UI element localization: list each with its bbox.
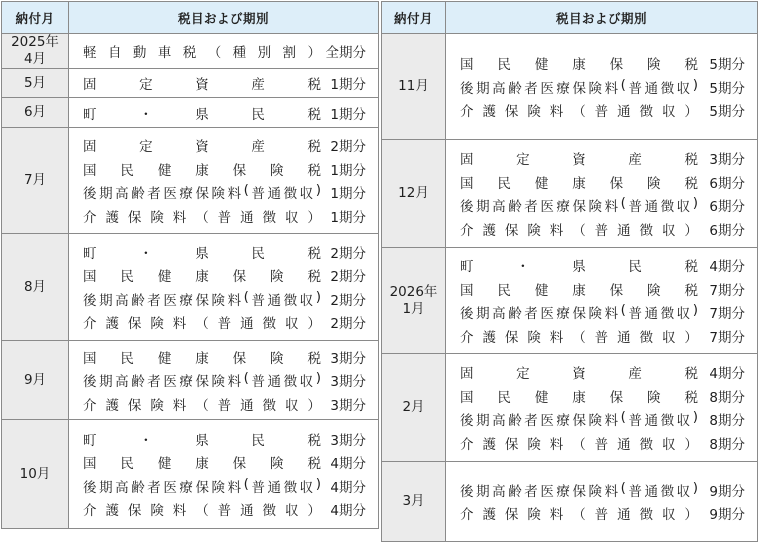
- tax-item: [83, 101, 366, 125]
- tax-name: 固 定 資 産 税: [460, 366, 698, 383]
- month-label: 2月: [402, 399, 425, 415]
- items-header: 税目および期別: [69, 2, 379, 34]
- tax-period: 全期分: [325, 45, 366, 61]
- month-cell: [2, 234, 69, 341]
- items-cell: [446, 462, 758, 542]
- tax-item: [460, 408, 745, 432]
- month-row: [2, 69, 379, 98]
- tax-period: 1期分: [330, 186, 366, 203]
- tax-period: 2期分: [330, 269, 366, 286]
- tax-name: 後 期 高 齢 者 医 療 保 険 料 ( 普 通 徴 収 ): [83, 182, 321, 203]
- items-cell: [69, 341, 379, 420]
- items-cell: [446, 248, 758, 354]
- tax-name: 町 ・ 県 民 税: [83, 245, 321, 262]
- tax-item: [460, 170, 745, 194]
- tax-name: 後 期 高 齢 者 医 療 保 険 料 ( 普 通 徴 収 ): [460, 195, 698, 216]
- tax-name: 介 護 保 険 料 （ 普 通 徴 収 ）: [460, 329, 698, 346]
- month-cell: [382, 34, 446, 140]
- tax-item: [83, 311, 366, 335]
- tax-item: [460, 361, 745, 385]
- tax-period: 7期分: [709, 306, 745, 323]
- tax-name: 介 護 保 険 料 （ 普 通 徴 収 ）: [460, 222, 698, 239]
- tax-name: 町 ・ 県 民 税: [83, 432, 321, 449]
- month-label: 10月: [19, 465, 51, 482]
- tax-item: [460, 431, 745, 455]
- month-label: 6月: [23, 104, 47, 120]
- tax-period: 2期分: [330, 139, 366, 156]
- tax-name: 国 民 健 康 保 険 税: [460, 389, 698, 406]
- tax-name: 軽 自 動 車 税 （ 種 別 割 ）: [83, 45, 321, 61]
- items-cell: [446, 34, 758, 140]
- month-label: 11月: [398, 78, 429, 94]
- month-cell: [2, 420, 69, 529]
- tax-item: [460, 98, 745, 122]
- tax-name: 国 民 健 康 保 険 税: [460, 175, 698, 192]
- schedule-table-left: [1, 1, 379, 529]
- tax-item: [460, 147, 745, 171]
- tax-item: [460, 217, 745, 241]
- tax-period: 3期分: [330, 397, 366, 414]
- tax-item: [83, 498, 366, 522]
- tax-period: 5期分: [709, 80, 745, 97]
- tax-item: [83, 157, 366, 181]
- month-label: 4月: [23, 51, 47, 67]
- tax-period: 3期分: [330, 350, 366, 367]
- tax-item: [83, 134, 366, 158]
- tax-item: [83, 287, 366, 311]
- tax-period: 5期分: [709, 104, 745, 120]
- month-cell: [2, 341, 69, 420]
- tax-item: [460, 75, 745, 99]
- tax-period: 8期分: [709, 389, 745, 406]
- header-row: [2, 2, 379, 34]
- month-row: [2, 420, 379, 529]
- tax-period: 1期分: [330, 106, 366, 123]
- tax-period: 2期分: [330, 245, 366, 262]
- month-label: 12月: [398, 185, 429, 201]
- month-row: [382, 248, 758, 354]
- month-row: [382, 34, 758, 140]
- tax-item: [460, 478, 745, 502]
- tax-period: 3期分: [330, 432, 366, 449]
- month-cell: [382, 140, 446, 248]
- tax-item: [460, 384, 745, 408]
- tax-name: 国 民 健 康 保 険 税: [460, 282, 698, 299]
- schedule-table-right: [381, 1, 758, 542]
- tax-item: [83, 392, 366, 416]
- tax-period: 6期分: [709, 175, 745, 192]
- tax-name: 国 民 健 康 保 険 税: [83, 456, 321, 473]
- tax-name: 国 民 健 康 保 険 税: [83, 269, 321, 286]
- tax-period: 4期分: [709, 259, 745, 276]
- items-cell: [69, 98, 379, 128]
- tax-item: [460, 194, 745, 218]
- month-header: 納付月: [2, 2, 69, 34]
- tax-item: [460, 301, 745, 325]
- tax-name: 国 民 健 康 保 険 税: [460, 57, 698, 73]
- month-label: 1月: [402, 300, 425, 317]
- tax-period: 5期分: [709, 57, 745, 73]
- month-row: [382, 354, 758, 462]
- tax-name: 後 期 高 齢 者 医 療 保 険 料 ( 普 通 徴 収 ): [460, 409, 698, 430]
- tax-period: 3期分: [330, 374, 366, 390]
- month-cell: [2, 98, 69, 128]
- tax-name: 固 定 資 産 税: [83, 139, 321, 156]
- month-cell: [382, 248, 446, 354]
- tax-item: [83, 39, 366, 63]
- tax-period: 9期分: [709, 483, 745, 500]
- tax-name: 固 定 資 産 税: [460, 152, 698, 169]
- tax-period: 2期分: [330, 292, 366, 309]
- tax-period: 1期分: [330, 162, 366, 179]
- tax-item: [83, 204, 366, 228]
- tax-period: 4期分: [709, 366, 745, 383]
- tax-name: 介 護 保 険 料 （ 普 通 徴 収 ）: [83, 316, 321, 333]
- tax-name: 国 民 健 康 保 険 税: [83, 162, 321, 179]
- tax-item: [83, 451, 366, 475]
- tax-name: 固 定 資 産 税: [83, 77, 321, 93]
- month-cell: [382, 354, 446, 462]
- month-label: 5月: [23, 74, 47, 91]
- month-row: [2, 128, 379, 234]
- month-cell: [2, 34, 69, 69]
- month-row: [2, 98, 379, 128]
- tax-name: 後 期 高 齢 者 医 療 保 険 料 ( 普 通 徴 収 ): [83, 475, 321, 496]
- tax-name: 町 ・ 県 民 税: [83, 106, 321, 123]
- items-cell: [69, 128, 379, 234]
- tax-name: 町 ・ 県 民 税: [460, 259, 698, 276]
- month-row: [382, 462, 758, 542]
- tax-period: 2期分: [330, 316, 366, 333]
- tax-name: 介 護 保 険 料 （ 普 通 徴 収 ）: [460, 436, 698, 453]
- tax-item: [460, 502, 745, 526]
- tax-item: [460, 324, 745, 348]
- tax-name: 後 期 高 齢 者 医 療 保 険 料 ( 普 通 徴 収 ): [460, 302, 698, 323]
- items-cell: [446, 354, 758, 462]
- tax-period: 1期分: [330, 209, 366, 226]
- month-cell: [2, 128, 69, 234]
- tax-period: 1期分: [330, 77, 366, 93]
- tax-name: 後 期 高 齢 者 医 療 保 険 料 ( 普 通 徴 収 ): [83, 370, 321, 390]
- month-cell: [2, 69, 69, 98]
- tax-item: [83, 474, 366, 498]
- tax-period: 3期分: [709, 152, 745, 169]
- month-label: 7月: [23, 172, 47, 188]
- tax-name: 介 護 保 険 料 （ 普 通 徴 収 ）: [460, 507, 698, 524]
- schedule-body-left: [2, 34, 379, 529]
- tax-item: [83, 427, 366, 451]
- month-label: 2025年: [11, 34, 59, 50]
- items-cell: [69, 234, 379, 341]
- month-label: 9月: [23, 371, 47, 388]
- tax-item: [83, 368, 366, 392]
- month-label: 3月: [402, 493, 425, 509]
- month-header: 納付月: [382, 2, 446, 34]
- tax-period: 7期分: [709, 282, 745, 299]
- items-cell: [69, 34, 379, 69]
- tax-period: 4期分: [330, 479, 366, 496]
- schedule-body-right: [382, 34, 758, 542]
- tax-item: [460, 277, 745, 301]
- month-label: 2026年: [389, 283, 438, 300]
- tax-period: 8期分: [709, 413, 745, 430]
- month-row: [2, 34, 379, 69]
- items-header: 税目および期別: [446, 2, 758, 34]
- tax-item: [83, 71, 366, 95]
- items-cell: [69, 420, 379, 529]
- tax-item: [83, 264, 366, 288]
- tax-name: 国 民 健 康 保 険 税: [83, 350, 321, 367]
- tax-name: 介 護 保 険 料 （ 普 通 徴 収 ）: [83, 503, 321, 520]
- tax-item: [83, 181, 366, 205]
- tax-period: 7期分: [709, 329, 745, 346]
- tax-period: 8期分: [709, 436, 745, 453]
- items-cell: [446, 140, 758, 248]
- tax-name: 後 期 高 齢 者 医 療 保 険 料 ( 普 通 徴 収 ): [83, 288, 321, 309]
- month-row: [2, 341, 379, 420]
- tax-item: [83, 240, 366, 264]
- tax-name: 後 期 高 齢 者 医 療 保 険 料 ( 普 通 徴 収 ): [460, 479, 698, 500]
- month-row: [2, 234, 379, 341]
- tax-item: [460, 51, 745, 75]
- tax-item: [83, 345, 366, 369]
- tax-period: 9期分: [709, 507, 745, 524]
- tax-name: 介 護 保 険 料 （ 普 通 徴 収 ）: [460, 104, 698, 120]
- items-cell: [69, 69, 379, 98]
- month-cell: [382, 462, 446, 542]
- tax-name: 介 護 保 険 料 （ 普 通 徴 収 ）: [83, 209, 321, 226]
- tax-item: [460, 254, 745, 278]
- tax-period: 4期分: [330, 456, 366, 473]
- tax-period: 6期分: [709, 199, 745, 216]
- tax-period: 4期分: [330, 503, 366, 520]
- tax-name: 介 護 保 険 料 （ 普 通 徴 収 ）: [83, 397, 321, 414]
- month-row: [382, 140, 758, 248]
- tax-period: 6期分: [709, 222, 745, 239]
- tax-name: 後 期 高 齢 者 医 療 保 険 料 ( 普 通 徴 収 ): [460, 76, 698, 97]
- header-row: [382, 2, 758, 34]
- month-label: 8月: [23, 278, 47, 295]
